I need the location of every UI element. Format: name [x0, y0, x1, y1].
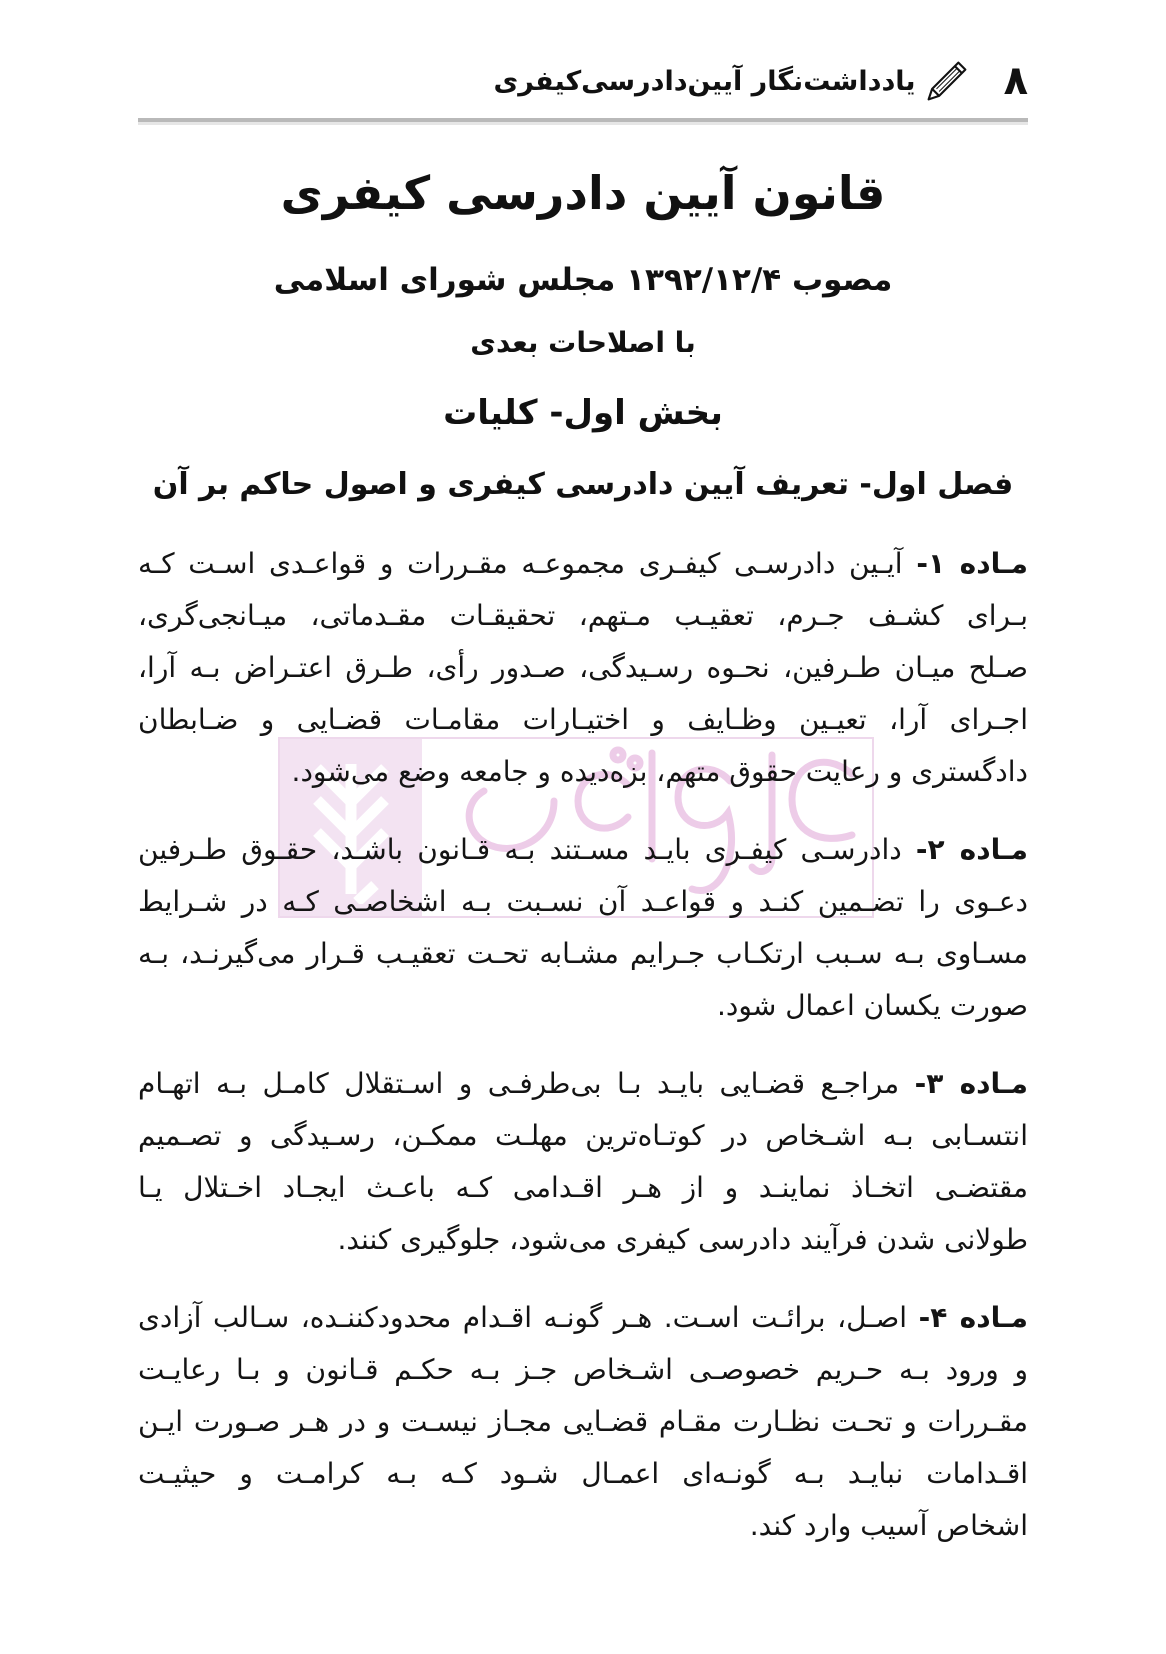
approval-line: مصوب ۱۳۹۲/۱۲/۴ مجلس شورای اسلامی — [273, 262, 893, 298]
article-line: دادگستری و رعایت حقوق متهم، بزه‌دیده و جامعه وضع می‌شود. — [291, 755, 1028, 788]
article-number: مـاده ۴- — [918, 1301, 1029, 1334]
article-text: دادرسـی کیفـری بایـد مسـتند بـه قـانون باشـد، حقـوق طـرفین — [138, 833, 902, 866]
header-divider — [138, 118, 1028, 122]
article-line: اشخاص آسیب وارد کند. — [749, 1509, 1028, 1542]
article-line: مسـاوی بـه سـبب ارتکـاب جـرایم مشـابه تحـت تعقیـب قـرار می‌گیرنـد، بـه — [138, 937, 1028, 970]
article-line: و ورود بـه حـریم خصوصـی اشـخاص جـز بـه حکـم قـانون و بـا رعایـت — [138, 1353, 1028, 1386]
article-line: اجـرای آرا، تعیـین وظـایف و اختیـارات مقامـات قضـایی و ضـابطان — [138, 703, 1028, 736]
article-line: مقتضـی اتخـاذ نماینـد و از هـر اقـدامی کـه باعـث ایجـاد اخـتلال یـا — [138, 1171, 1028, 1204]
article-4 — [138, 1292, 1028, 1552]
article-line: بـرای کشـف جـرم، تعقیـب مـتهم، تحقیقـات مقـدماتی، میـانجی‌گری، — [138, 599, 1028, 632]
article-line: طولانی شدن فرآیند دادرسی کیفری می‌شود، جلوگیری کنند. — [337, 1223, 1028, 1256]
article-text: اصـل، برائـت اسـت. هـر گونـه اقـدام محدودکننـده، سـالب آزادی — [138, 1301, 908, 1334]
chapter-heading: فصل اول- تعریف آیین دادرسی کیفری و اصول حاکم بر آن — [152, 467, 1014, 502]
article-text: مراجـع قضـایی بایـد بـا بی‌طرفـی و اسـتقلال کامـل بـه اتهـام — [138, 1067, 900, 1100]
article-line: مقـررات و تحـت نظـارت مقـام قضـایی مجـاز نیسـت و در هـر صـورت ایـن — [138, 1405, 1028, 1438]
articles-body — [138, 538, 1028, 1552]
running-header-title: یادداشت‌نگار آیین‌دادرسی‌کیفری — [493, 65, 916, 97]
article-line — [138, 1292, 1028, 1344]
article-line: انتسـابی بـه اشـخاص در کوتـاه‌ترین مهلـت ممکـن، رسـیدگی و تصـمیم — [138, 1119, 1028, 1152]
page-number: ۸ — [1003, 58, 1028, 104]
article-number: مـاده ۳- — [914, 1067, 1028, 1100]
article-1 — [138, 538, 1028, 798]
article-number: مـاده ۲- — [915, 833, 1028, 866]
article-line — [138, 824, 1028, 876]
article-text: آیـین دادرسـی کیفـری مجموعـه مقـررات و قواعـدی اسـت کـه — [138, 547, 903, 580]
article-2 — [138, 824, 1028, 1032]
law-title: قانون آیین دادرسی کیفری — [280, 166, 886, 220]
article-number: مـاده ۱- — [916, 547, 1028, 580]
running-header — [138, 56, 1028, 106]
article-line — [138, 538, 1028, 590]
amendments-line: با اصلاحات بعدی — [470, 326, 696, 359]
article-3 — [138, 1058, 1028, 1266]
article-line: اقـدامات نبایـد بـه گونـه‌ای اعمـال شـود کـه بـه کرامـت و حیثیـت — [138, 1457, 1028, 1490]
pencil-icon — [926, 60, 968, 102]
article-line — [138, 1058, 1028, 1110]
part-heading: بخش اول- کلیات — [443, 393, 723, 433]
article-line: دعـوی را تضـمین کنـد و قواعـد آن نسـبت بـه اشخاصـی کـه در شـرایط — [138, 885, 1028, 918]
article-line: صـلح میـان طـرفین، نحـوه رسـیدگی، صـدور رأی، طـرق اعتـراض بـه آرا، — [138, 651, 1028, 684]
article-line: صورت یکسان اعمال شود. — [717, 989, 1028, 1022]
